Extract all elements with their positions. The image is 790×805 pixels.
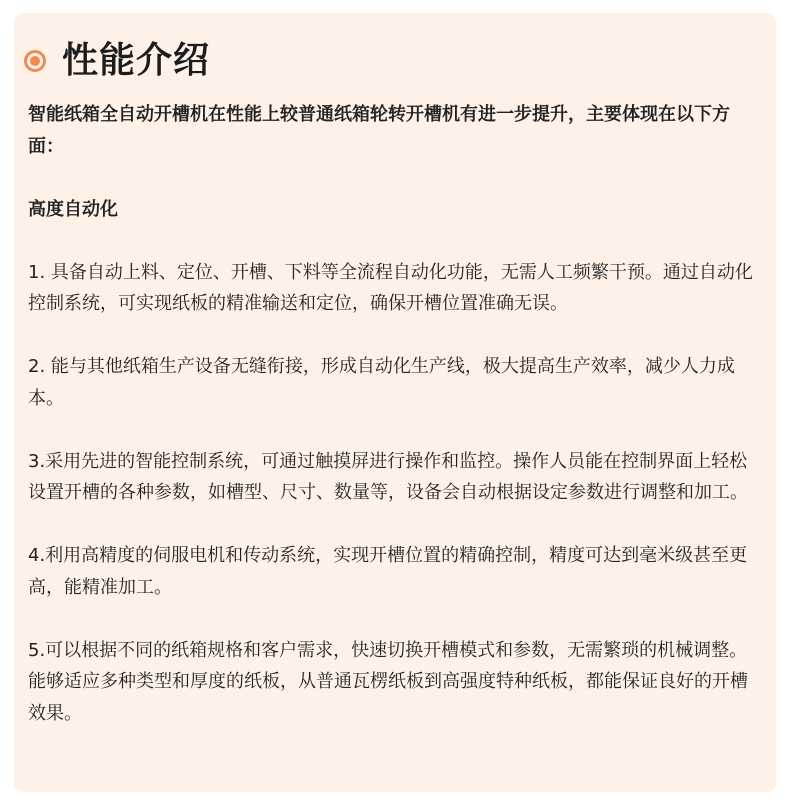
ring-bullet-icon: [24, 50, 46, 72]
list-item: 3.采用先进的智能控制系统，可通过触摸屏进行操作和监控。操作人员能在控制界面上轻松设置开槽的各种参数，如槽型、尺寸、数量等，设备会自动根据设定参数进行调整和加工。: [28, 450, 748, 503]
spacer: [28, 509, 764, 541]
spacer: [28, 225, 764, 257]
spacer: [28, 414, 764, 446]
intro-paragraph: 智能纸箱全自动开槽机在性能上较普通纸箱轮转开槽机有进一步提升，主要体现在以下方面：: [28, 104, 730, 157]
spacer: [28, 162, 764, 194]
list-item: 2. 能与其他纸箱生产设备无缝衔接，形成自动化生产线，极大提高生产效率，减少人力成本。: [28, 356, 735, 409]
section-title: 性能介绍: [62, 40, 211, 81]
section-header: [24, 40, 210, 82]
content-card: [14, 13, 776, 792]
list-item: 1. 具备自动上料、定位、开槽、下料等全流程自动化功能，无需人工频繁干预。通过自动化控制系统，可实现纸板的精准输送和定位，确保开槽位置准确无误。: [28, 261, 753, 314]
spacer: [28, 603, 764, 635]
list-item: 4.利用高精度的伺服电机和传动系统，实现开槽位置的精确控制，精度可达到毫米级甚至更高，能精准加工。: [28, 545, 748, 598]
article-body: [28, 99, 764, 729]
spacer: [28, 320, 764, 352]
list-item: 5.可以根据不同的纸箱规格和客户需求，快速切换开槽模式和参数，无需繁琐的机械调整。能够适应多种类型和厚度的纸板，从普通瓦楞纸板到高强度特种纸板，都能保证良好的开槽效果。: [28, 639, 748, 724]
subheading: 高度自动化: [28, 198, 118, 220]
